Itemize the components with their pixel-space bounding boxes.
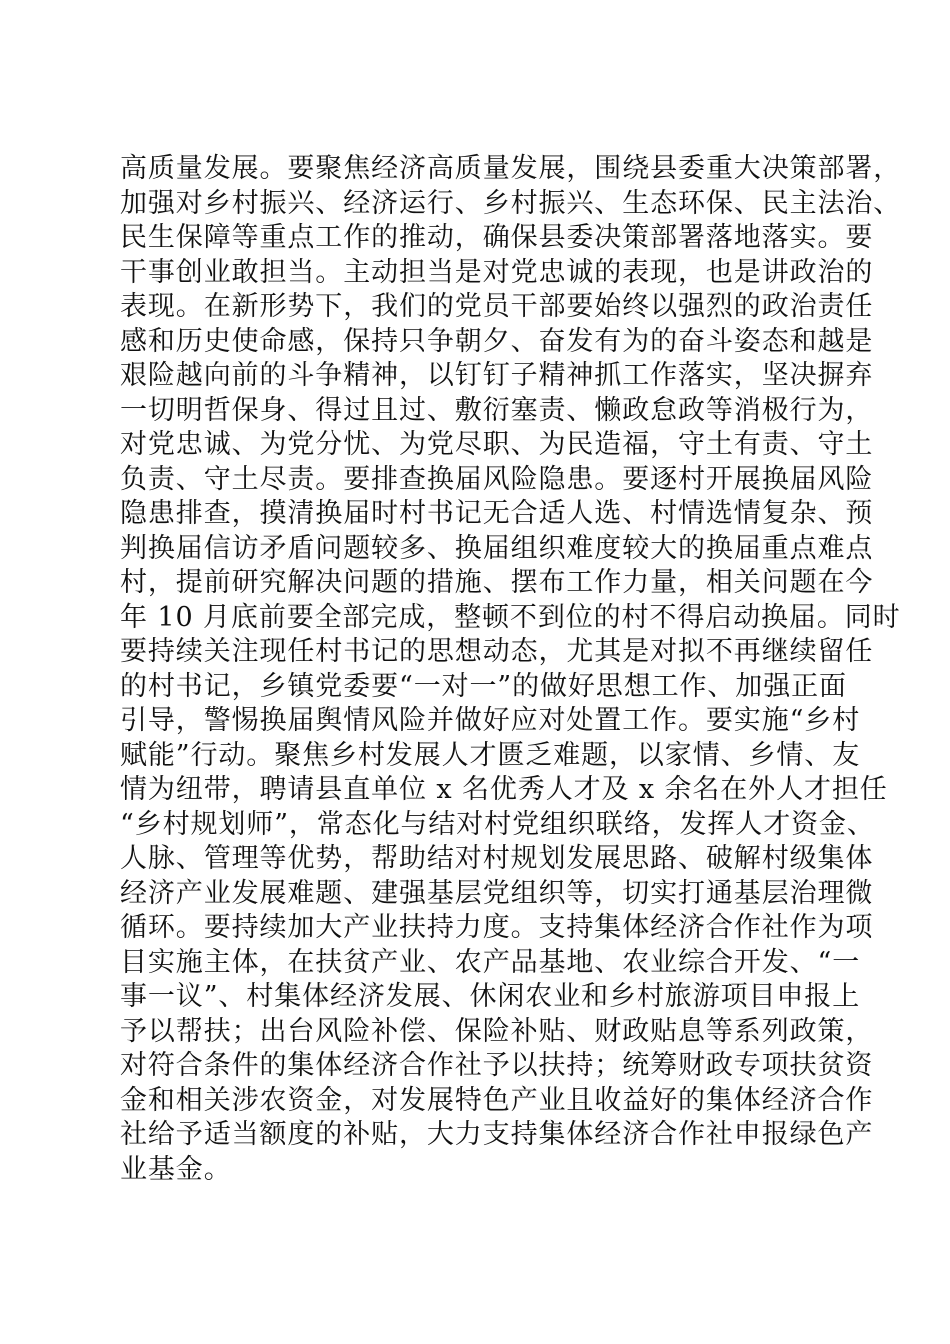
text-line: 表现。在新形势下，我们的党员干部要始终以强烈的政治责任 [120,291,874,322]
text-line: 一切明哲保身、得过且过、敷衍塞责、懒政怠政等消极行为， [120,394,874,426]
text-line: 感和历史使命感，保持只争朝夕、奋发有为的奋斗姿态和越是 [120,325,874,357]
text-line: 的村书记，乡镇党委要“一对一”的做好思想工作、加强正面 [120,670,847,702]
text-line: 目实施主体，在扶贫产业、农产品基地、农业综合开发、“一 [120,946,861,978]
text-line: 要持续关注现任村书记的思想动态，尤其是对拟不再继续留任 [120,636,874,667]
text-line: 干事创业敢担当。主动担当是对党忠诚的表现，也是讲政治的 [120,256,874,288]
text-line: 金和相关涉农资金，对发展特色产业且收益好的集体经济合作 [120,1084,874,1116]
text-line: 民生保障等重点工作的推动，确保县委决策部署落地落实。要 [120,222,874,253]
text-line: 高质量发展。要聚焦经济高质量发展，围绕县委重大决策部署， [120,153,902,184]
text-line: 人脉、管理等优势，帮助结对村规划发展思路、破解村级集体 [120,843,874,874]
text-line: 对党忠诚、为党分忧、为党尽职、为民造福，守土有责、守土 [120,429,874,460]
text-line: 隐患排查，摸清换届时村书记无合适人选、村情选情复杂、预 [120,498,874,529]
text-line: 情为纽带，聘请县直单位 x 名优秀人才及 x 余名在外人才担任 [120,774,888,805]
text-line: 业基金。 [120,1153,232,1185]
text-line: 判换届信访矛盾问题较多、换届组织难度较大的换届重点难点 [120,532,874,564]
text-line: 予以帮扶；出台风险补偿、保险补贴、财政贴息等系列政策， [120,1015,874,1047]
text-line: 引导，警惕换届舆情风险并做好应对处置工作。要实施“乡村 [120,705,861,736]
text-line: “乡村规划师”，常态化与结对村党组织联络，发挥人才资金、 [120,808,875,840]
text-line: 社给予适当额度的补贴，大力支持集体经济合作社申报绿色产 [120,1119,874,1150]
text-line: 负责、守土尽责。要排查换届风险隐患。要逐村开展换届风险 [120,463,874,495]
text-line: 循环。要持续加大产业扶持力度。支持集体经济合作社作为项 [120,912,874,943]
text-line: 经济产业发展难题、建强基层党组织等，切实打通基层治理微 [120,877,874,909]
text-line: 事一议”、村集体经济发展、休闲农业和乡村旅游项目申报上 [120,981,861,1012]
text-line: 赋能”行动。聚焦乡村发展人才匮乏难题，以家情、乡情、友 [120,739,861,771]
body-text [120,152,902,1187]
text-line: 艰险越向前的斗争精神，以钉钉子精神抓工作落实，坚决摒弃 [120,360,874,391]
text-line: 年 10 月底前要全部完成，整顿不到位的村不得启动换届。同时 [120,601,901,633]
text-line: 加强对乡村振兴、经济运行、乡村振兴、生态环保、民主法治、 [120,187,902,219]
text-line: 对符合条件的集体经济合作社予以扶持；统筹财政专项扶贫资 [120,1050,874,1081]
text-line: 村，提前研究解决问题的措施、摆布工作力量，相关问题在今 [120,567,874,598]
